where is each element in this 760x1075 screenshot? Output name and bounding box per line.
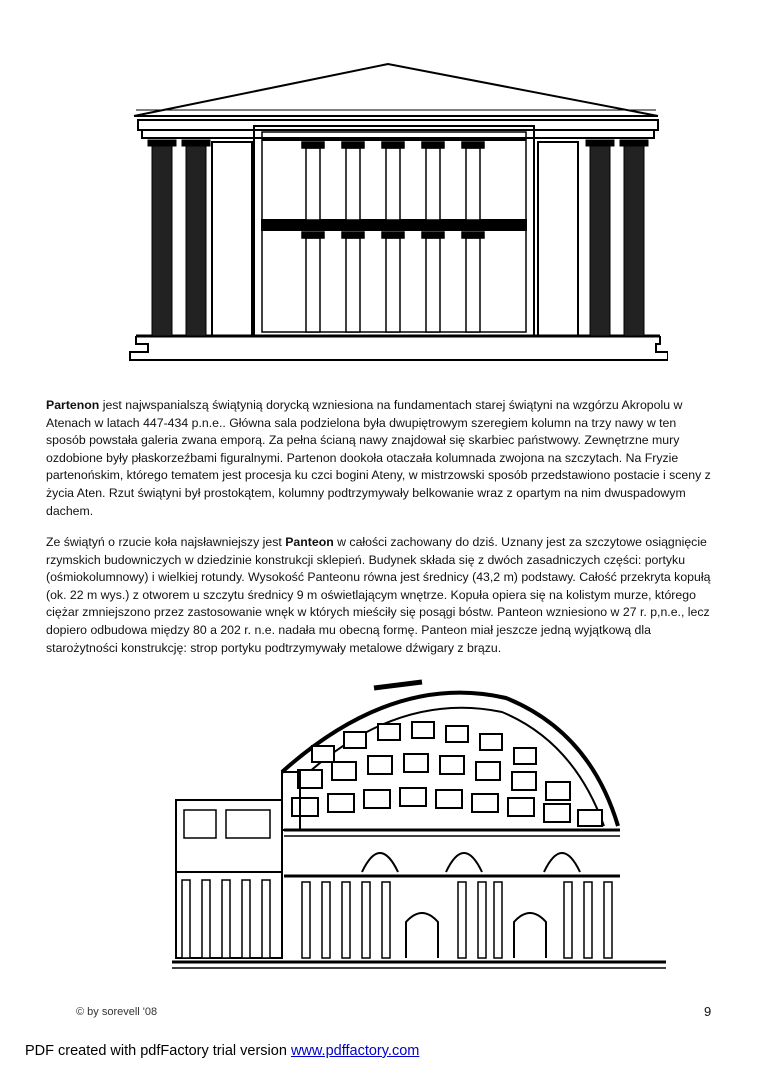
pantheon-text-after: w całości zachowany do dziś. Uznany jest za szczytowe osiągnięcie rzymskich budowniczych w dziedzinie konstrukcji sklepień. Budynek składa się z dwóch zasadniczych części: portyku (ośmiokolumnowy) i wielkiej rotundy. Wysokość Panteonu równa jest średnicy (43,2 m) podstawy. Całość przekryta kopułą (ok. 22 m wys.) z otworem u szczytu średnicy 9 m oświetlającym wnętrze. Kopuła opiera się na kolistym murze, którego ciężar zmniejszono przez zastosowanie wnęk w których mieściły się posągi bóstw. Panteon wzniesiono w 27 r. p,n.e., lecz dopiero odbudowa między 80 a 202 r. n.e. nadała mu obecną formę. Panteon miał jeszcze jedną wyjątkową dla starożytności konstrukcję: strop portyku podtrzymywały metalowe dźwigary z brązu. xyxy=(46,535,711,655)
parthenon-section-drawing xyxy=(128,60,668,362)
pantheon-text-before: Ze świątyń o rzucie koła najsławniejszy jest xyxy=(46,535,286,549)
outer-columns-right xyxy=(586,140,648,336)
parthenon-paragraph xyxy=(46,397,716,520)
pediment-roof xyxy=(134,64,658,116)
pantheon-section-drawing xyxy=(172,676,666,976)
outer-columns-left xyxy=(148,140,210,336)
pdf-banner-text: PDF created with pdfFactory trial version xyxy=(25,1043,291,1059)
pdf-factory-banner xyxy=(25,1043,419,1059)
pantheon-term: Panteon xyxy=(285,535,334,549)
page-number: 9 xyxy=(704,1004,712,1019)
dome-coffers xyxy=(292,722,602,826)
upper-arches xyxy=(362,853,580,872)
pantheon-paragraph xyxy=(46,534,716,657)
parthenon-text: jest najwspanialszą świątynią dorycką wzniesiona na fundamentach starej świątyni na wzgórzu Akropolu w Atenach w latach 447-434 p.n.e.. Główna sala podzielona była dwupiętrowym szeregiem kolumn na trzy nawy w ten sposób powstała galeria zwana emporą. Za pełna ścianą nawy znajdował się skarbiec państwowy. Zewnętrzne mury ozdobione były płaskorzeźbami figuralnymi. Partenon dookoła otaczała kolumnada zwojona na szczytach. Na Fryzie partenońskim, którego tematem jest procesja ku czci bogini Ateny, w mistrzowski sposób przedstawiono postacie i sceny z życia Aten. Rzut świątyni był prostokątem, kolumny podtrzymywały belkowanie wraz z opartym na nim dwuspadowym dachem. xyxy=(46,398,711,518)
parthenon-term: Partenon xyxy=(46,398,100,412)
inner-colonnade xyxy=(302,142,484,332)
pantheon-columns xyxy=(182,880,612,958)
copyright-note: © by sorevell '08 xyxy=(76,1006,158,1018)
pdf-factory-link[interactable]: www.pdffactory.com xyxy=(290,1043,420,1059)
